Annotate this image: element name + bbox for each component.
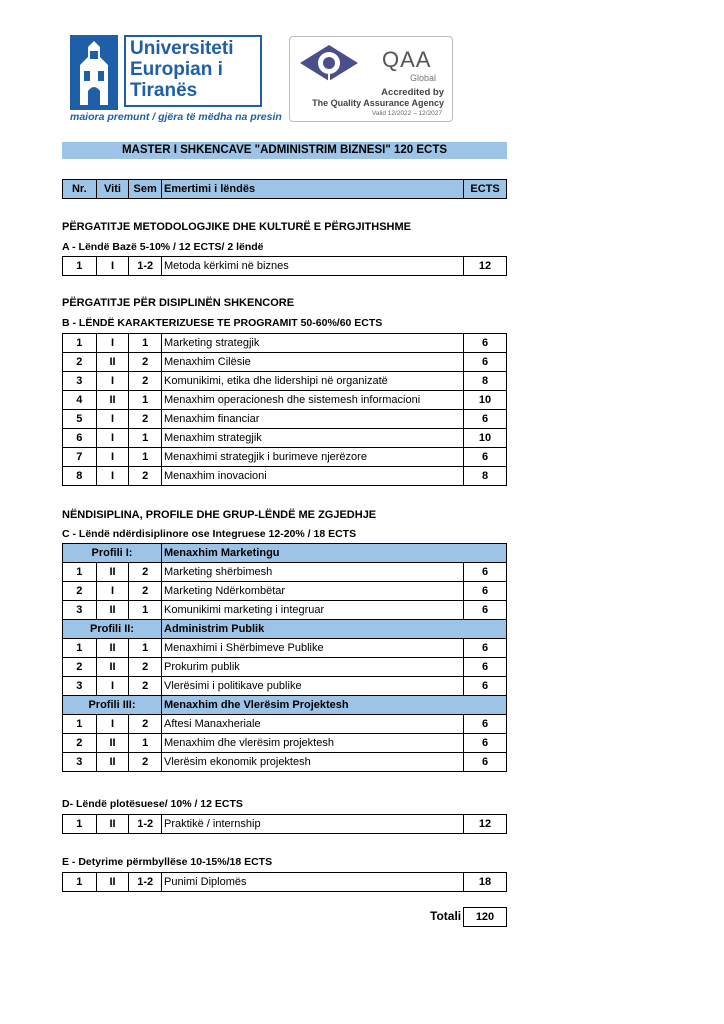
table-row xyxy=(63,429,507,448)
section-c-table xyxy=(62,543,507,772)
row-course-name: Marketing strategjik xyxy=(161,334,463,353)
row-nr: 1 xyxy=(63,873,97,892)
profile-label: Profili II: xyxy=(63,620,162,639)
row-ects: 6 xyxy=(464,639,507,658)
row-viti: II xyxy=(96,658,129,677)
row-ects: 12 xyxy=(464,257,507,276)
row-viti: I xyxy=(96,372,129,391)
row-sem: 1 xyxy=(129,734,162,753)
table-row xyxy=(63,563,507,582)
profile-header-row xyxy=(63,620,507,639)
row-nr: 3 xyxy=(63,372,97,391)
row-nr: 2 xyxy=(63,353,97,372)
row-nr: 2 xyxy=(63,734,97,753)
table-row xyxy=(63,257,507,276)
total-label: Totali xyxy=(430,909,462,923)
row-viti: II xyxy=(96,873,129,892)
logo-line-1: Universiteti xyxy=(130,38,234,59)
row-viti: II xyxy=(96,563,129,582)
row-nr: 1 xyxy=(63,563,97,582)
row-ects: 6 xyxy=(464,353,507,372)
row-sem: 1 xyxy=(129,429,162,448)
row-sem: 2 xyxy=(129,582,162,601)
row-viti: I xyxy=(96,715,129,734)
row-viti: I xyxy=(96,677,129,696)
program-title: MASTER I SHKENCAVE "ADMINISTRIM BIZNESI" 120 ECTS xyxy=(62,142,507,159)
row-viti: I xyxy=(96,429,129,448)
row-sem: 1 xyxy=(129,448,162,467)
row-sem: 1-2 xyxy=(129,815,162,834)
column-header-table xyxy=(62,179,507,199)
section-a-sub: A - Lëndë Bazë 5-10% / 12 ECTS/ 2 lëndë xyxy=(62,241,264,253)
col-nr: Nr. xyxy=(63,180,97,199)
row-nr: 5 xyxy=(63,410,97,429)
row-sem: 2 xyxy=(129,658,162,677)
section-b-sub: B - LËNDË KARAKTERIZUESE TE PROGRAMIT 50-60%/60 ECTS xyxy=(62,317,383,329)
table-row xyxy=(63,677,507,696)
row-sem: 1 xyxy=(129,639,162,658)
table-row xyxy=(63,873,507,892)
row-nr: 4 xyxy=(63,391,97,410)
row-nr: 7 xyxy=(63,448,97,467)
row-course-name: Menaxhim dhe vlerësim projektesh xyxy=(162,734,464,753)
row-viti: I xyxy=(96,334,129,353)
row-nr: 1 xyxy=(63,815,97,834)
row-viti: I xyxy=(96,410,129,429)
university-logo xyxy=(70,35,282,125)
row-course-name: Marketing shërbimesh xyxy=(162,563,464,582)
section-b-heading: PËRGATITJE PËR DISIPLINËN SHKENCORE xyxy=(62,297,295,309)
section-d-sub: D- Lëndë plotësuese/ 10% / 12 ECTS xyxy=(62,798,243,810)
row-course-name: Komunikimi, etika dhe lidershipi në organizatë xyxy=(161,372,463,391)
row-sem: 2 xyxy=(129,353,162,372)
table-row xyxy=(63,815,507,834)
row-sem: 1 xyxy=(129,391,162,410)
section-e-sub: E - Detyrime përmbyllëse 10-15%/18 ECTS xyxy=(62,856,273,868)
row-nr: 6 xyxy=(63,429,97,448)
table-row xyxy=(63,658,507,677)
total-value: 120 xyxy=(463,907,507,927)
table-row xyxy=(63,601,507,620)
row-viti: I xyxy=(96,257,129,276)
row-nr: 8 xyxy=(63,467,97,486)
row-course-name: Punimi Diplomës xyxy=(161,873,463,892)
row-ects: 6 xyxy=(464,677,507,696)
table-row xyxy=(63,734,507,753)
row-sem: 1 xyxy=(129,334,162,353)
column-header-row xyxy=(63,180,507,199)
table-row xyxy=(63,372,507,391)
row-ects: 6 xyxy=(464,410,507,429)
table-row xyxy=(63,410,507,429)
table-row xyxy=(63,353,507,372)
row-viti: II xyxy=(96,753,129,772)
row-sem: 2 xyxy=(129,372,162,391)
row-course-name: Menaxhim operacionesh dhe sistemesh informacioni xyxy=(161,391,463,410)
university-name xyxy=(124,35,262,107)
profile-label: Profili III: xyxy=(63,696,162,715)
qaa-global: Global xyxy=(410,73,437,83)
row-ects: 12 xyxy=(464,815,507,834)
row-course-name: Vlerësim ekonomik projektesh xyxy=(162,753,464,772)
row-viti: I xyxy=(96,448,129,467)
row-viti: I xyxy=(96,467,129,486)
row-course-name: Menaxhimi strategjik i burimeve njerëzore xyxy=(161,448,463,467)
row-course-name: Praktikë / internship xyxy=(161,815,463,834)
profile-name: Administrim Publik xyxy=(162,620,507,639)
row-sem: 2 xyxy=(129,677,162,696)
row-course-name: Vlerësimi i politikave publike xyxy=(162,677,464,696)
row-viti: II xyxy=(96,353,129,372)
qaa-agency: The Quality Assurance Agency xyxy=(312,98,444,108)
row-ects: 8 xyxy=(464,372,507,391)
table-row xyxy=(63,391,507,410)
profile-header-row xyxy=(63,696,507,715)
logo-line-3: Tiranës xyxy=(130,80,198,101)
row-course-name: Menaxhim inovacioni xyxy=(161,467,463,486)
profile-label: Profili I: xyxy=(63,544,162,563)
section-d-table xyxy=(62,814,507,834)
table-row xyxy=(63,448,507,467)
row-course-name: Komunikimi marketing i integruar xyxy=(162,601,464,620)
table-row xyxy=(63,715,507,734)
row-nr: 1 xyxy=(63,639,97,658)
row-sem: 2 xyxy=(129,410,162,429)
row-nr: 2 xyxy=(63,582,97,601)
section-a-table xyxy=(62,256,507,276)
row-ects: 6 xyxy=(464,448,507,467)
qaa-accreditation-logo xyxy=(289,36,453,122)
section-b-table xyxy=(62,333,507,486)
row-course-name: Menaxhim financiar xyxy=(161,410,463,429)
row-ects: 6 xyxy=(464,582,507,601)
row-nr: 3 xyxy=(63,677,97,696)
row-nr: 1 xyxy=(63,715,97,734)
row-sem: 2 xyxy=(129,715,162,734)
col-name: Emertimi i lëndës xyxy=(161,180,463,199)
row-ects: 6 xyxy=(464,734,507,753)
row-ects: 6 xyxy=(464,334,507,353)
col-viti: Viti xyxy=(96,180,129,199)
qaa-valid: Valid 12/2022 – 12/2027 xyxy=(372,110,442,117)
row-ects: 18 xyxy=(464,873,507,892)
row-viti: I xyxy=(96,582,129,601)
row-viti: II xyxy=(96,734,129,753)
university-motto: maiora premunt / gjëra të mëdha na presin xyxy=(70,111,282,123)
row-ects: 6 xyxy=(464,715,507,734)
section-c-sub: C - Lëndë ndërdisiplinore ose Integruese 12-20% / 18 ECTS xyxy=(62,528,357,540)
table-row xyxy=(63,467,507,486)
row-sem: 1-2 xyxy=(129,257,162,276)
row-ects: 6 xyxy=(464,601,507,620)
row-course-name: Menaxhimi i Shërbimeve Publike xyxy=(162,639,464,658)
row-ects: 8 xyxy=(464,467,507,486)
row-viti: II xyxy=(96,391,129,410)
row-ects: 6 xyxy=(464,753,507,772)
section-c-heading: NËNDISIPLINA, PROFILE DHE GRUP-LËNDË ME ZGJEDHJE xyxy=(62,509,377,521)
row-course-name: Menaxhim Cilësie xyxy=(161,353,463,372)
table-row xyxy=(63,334,507,353)
row-sem: 2 xyxy=(129,563,162,582)
row-nr: 1 xyxy=(63,257,97,276)
col-sem: Sem xyxy=(129,180,162,199)
profile-header-row xyxy=(63,544,507,563)
row-nr: 3 xyxy=(63,753,97,772)
col-ects: ECTS xyxy=(464,180,507,199)
profile-name: Menaxhim Marketingu xyxy=(162,544,507,563)
row-ects: 10 xyxy=(464,391,507,410)
row-course-name: Aftesi Manaxheriale xyxy=(162,715,464,734)
row-course-name: Prokurim publik xyxy=(162,658,464,677)
qaa-accredited: Accredited by xyxy=(381,87,444,98)
row-sem: 2 xyxy=(129,753,162,772)
row-course-name: Menaxhim strategjik xyxy=(161,429,463,448)
row-sem: 2 xyxy=(129,467,162,486)
row-nr: 1 xyxy=(63,334,97,353)
row-sem: 1-2 xyxy=(129,873,162,892)
row-viti: II xyxy=(96,639,129,658)
section-e-table xyxy=(62,872,507,892)
row-viti: II xyxy=(96,815,129,834)
row-nr: 3 xyxy=(63,601,97,620)
logo-line-2: Europian i xyxy=(130,59,223,80)
qaa-name: QAA xyxy=(382,47,432,72)
row-viti: II xyxy=(96,601,129,620)
row-ects: 6 xyxy=(464,563,507,582)
table-row xyxy=(63,753,507,772)
row-ects: 6 xyxy=(464,658,507,677)
row-nr: 2 xyxy=(63,658,97,677)
row-sem: 1 xyxy=(129,601,162,620)
table-row xyxy=(63,639,507,658)
tower-emblem-icon xyxy=(70,35,118,110)
row-course-name: Marketing Ndërkombëtar xyxy=(162,582,464,601)
row-course-name: Metoda kërkimi në biznes xyxy=(161,257,463,276)
row-ects: 10 xyxy=(464,429,507,448)
profile-name: Menaxhim dhe Vlerësim Projektesh xyxy=(162,696,507,715)
section-a-heading: PËRGATITJE METODOLOGJIKE DHE KULTURË E PËRGJITHSHME xyxy=(62,221,411,233)
qaa-eye-icon xyxy=(298,43,360,83)
table-row xyxy=(63,582,507,601)
